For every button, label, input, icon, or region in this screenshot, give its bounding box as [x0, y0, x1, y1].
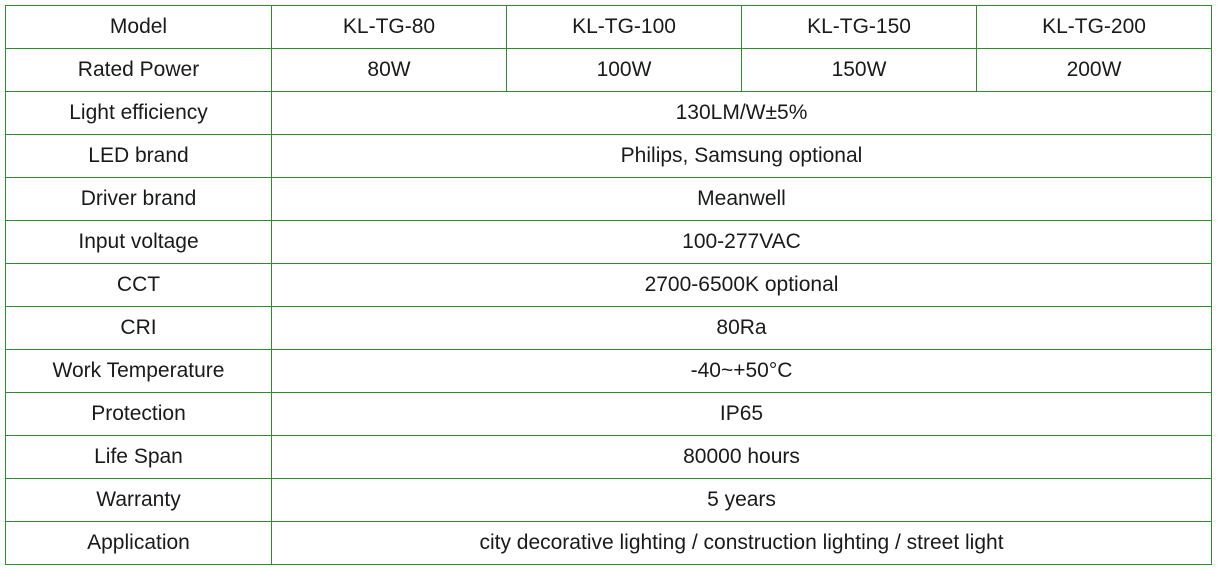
row-value: IP65	[272, 393, 1212, 436]
table-row-cct	[6, 264, 1212, 307]
row-label: CRI	[6, 307, 272, 350]
model-cell: KL-TG-80	[272, 6, 507, 49]
rated-power-cell: 100W	[507, 49, 742, 92]
table-row-input-voltage	[6, 221, 1212, 264]
row-label: Life Span	[6, 436, 272, 479]
row-value: 80000 hours	[272, 436, 1212, 479]
row-label: Warranty	[6, 479, 272, 522]
table-row-driver-brand	[6, 178, 1212, 221]
row-value: 80Ra	[272, 307, 1212, 350]
row-label-rated-power: Rated Power	[6, 49, 272, 92]
model-cell: KL-TG-150	[742, 6, 977, 49]
table-row-led-brand	[6, 135, 1212, 178]
table-row-application	[6, 522, 1212, 565]
row-label: Application	[6, 522, 272, 565]
row-value: 5 years	[272, 479, 1212, 522]
row-value: 130LM/W±5%	[272, 92, 1212, 135]
row-value: city decorative lighting / construction lighting / street light	[272, 522, 1212, 565]
table-row-work-temperature	[6, 350, 1212, 393]
row-label: LED brand	[6, 135, 272, 178]
row-label: Driver brand	[6, 178, 272, 221]
table-row-model	[6, 6, 1212, 49]
row-value: Meanwell	[272, 178, 1212, 221]
model-cell: KL-TG-100	[507, 6, 742, 49]
table-row-cri	[6, 307, 1212, 350]
rated-power-cell: 150W	[742, 49, 977, 92]
table-row-rated-power	[6, 49, 1212, 92]
row-label-model: Model	[6, 6, 272, 49]
row-label: Work Temperature	[6, 350, 272, 393]
row-value: 2700-6500K optional	[272, 264, 1212, 307]
row-value: 100-277VAC	[272, 221, 1212, 264]
table-row-light-efficiency	[6, 92, 1212, 135]
rated-power-cell: 80W	[272, 49, 507, 92]
row-label: Light efficiency	[6, 92, 272, 135]
model-cell: KL-TG-200	[977, 6, 1212, 49]
row-label: CCT	[6, 264, 272, 307]
table-row-life-span	[6, 436, 1212, 479]
row-label: Protection	[6, 393, 272, 436]
specification-table	[5, 5, 1212, 565]
row-value: Philips, Samsung optional	[272, 135, 1212, 178]
row-value: -40~+50°C	[272, 350, 1212, 393]
rated-power-cell: 200W	[977, 49, 1212, 92]
table-row-protection	[6, 393, 1212, 436]
row-label: Input voltage	[6, 221, 272, 264]
table-row-warranty	[6, 479, 1212, 522]
